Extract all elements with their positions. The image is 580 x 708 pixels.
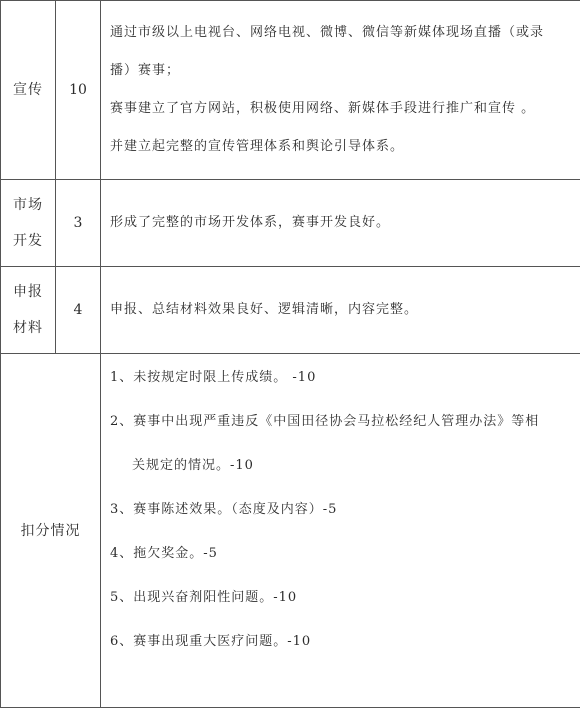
score-cell: 4 bbox=[56, 267, 101, 354]
deduction-line: 1、未按规定时限上传成绩。 -10 bbox=[110, 356, 574, 400]
content-line: 播）赛事； bbox=[110, 52, 574, 90]
deduction-line: 3、赛事陈述效果。（态度及内容）-5 bbox=[110, 488, 574, 532]
item-cell bbox=[1, 267, 56, 354]
content-line: 并建立起完整的宣传管理体系和舆论引导体系。 bbox=[110, 128, 574, 166]
item-label: 材料 bbox=[1, 310, 55, 346]
table-row bbox=[1, 267, 580, 354]
item-cell bbox=[1, 1, 56, 180]
deduction-line: 6、赛事出现重大医疗问题。-10 bbox=[110, 620, 574, 664]
deduction-content-cell bbox=[101, 354, 580, 708]
content-line: 赛事建立了官方网站，积极使用网络、新媒体手段进行推广和宣传 。 bbox=[110, 90, 574, 128]
deduction-line: 2、赛事中出现严重违反《中国田径协会马拉松经纪人管理办法》等相 bbox=[110, 400, 574, 444]
item-label: 市场 bbox=[1, 187, 55, 223]
item-label: 宣传 bbox=[1, 72, 55, 108]
score-cell: 3 bbox=[56, 180, 101, 267]
deduction-line: 4、拖欠奖金。-5 bbox=[110, 532, 574, 576]
table-row bbox=[1, 180, 580, 267]
score-cell: 10 bbox=[56, 1, 101, 180]
content-line: 通过市级以上电视台、网络电视、微博、微信等新媒体现场直播（或录 bbox=[110, 14, 574, 52]
deduction-item-cell: 扣分情况 bbox=[1, 354, 101, 708]
deduction-line: 5、出现兴奋剂阳性问题。-10 bbox=[110, 576, 574, 620]
item-label: 开发 bbox=[1, 223, 55, 259]
item-cell bbox=[1, 180, 56, 267]
item-label: 申报 bbox=[1, 274, 55, 310]
content-cell bbox=[101, 180, 580, 267]
deduction-line: 关规定的情况。-10 bbox=[110, 444, 574, 488]
content-cell bbox=[101, 267, 580, 354]
table-row bbox=[1, 354, 580, 708]
table-row bbox=[1, 1, 580, 180]
content-cell bbox=[101, 1, 580, 180]
content-line: 形成了完整的市场开发体系，赛事开发良好。 bbox=[110, 204, 574, 242]
content-line: 申报、总结材料效果良好、逻辑清晰，内容完整。 bbox=[110, 291, 574, 329]
